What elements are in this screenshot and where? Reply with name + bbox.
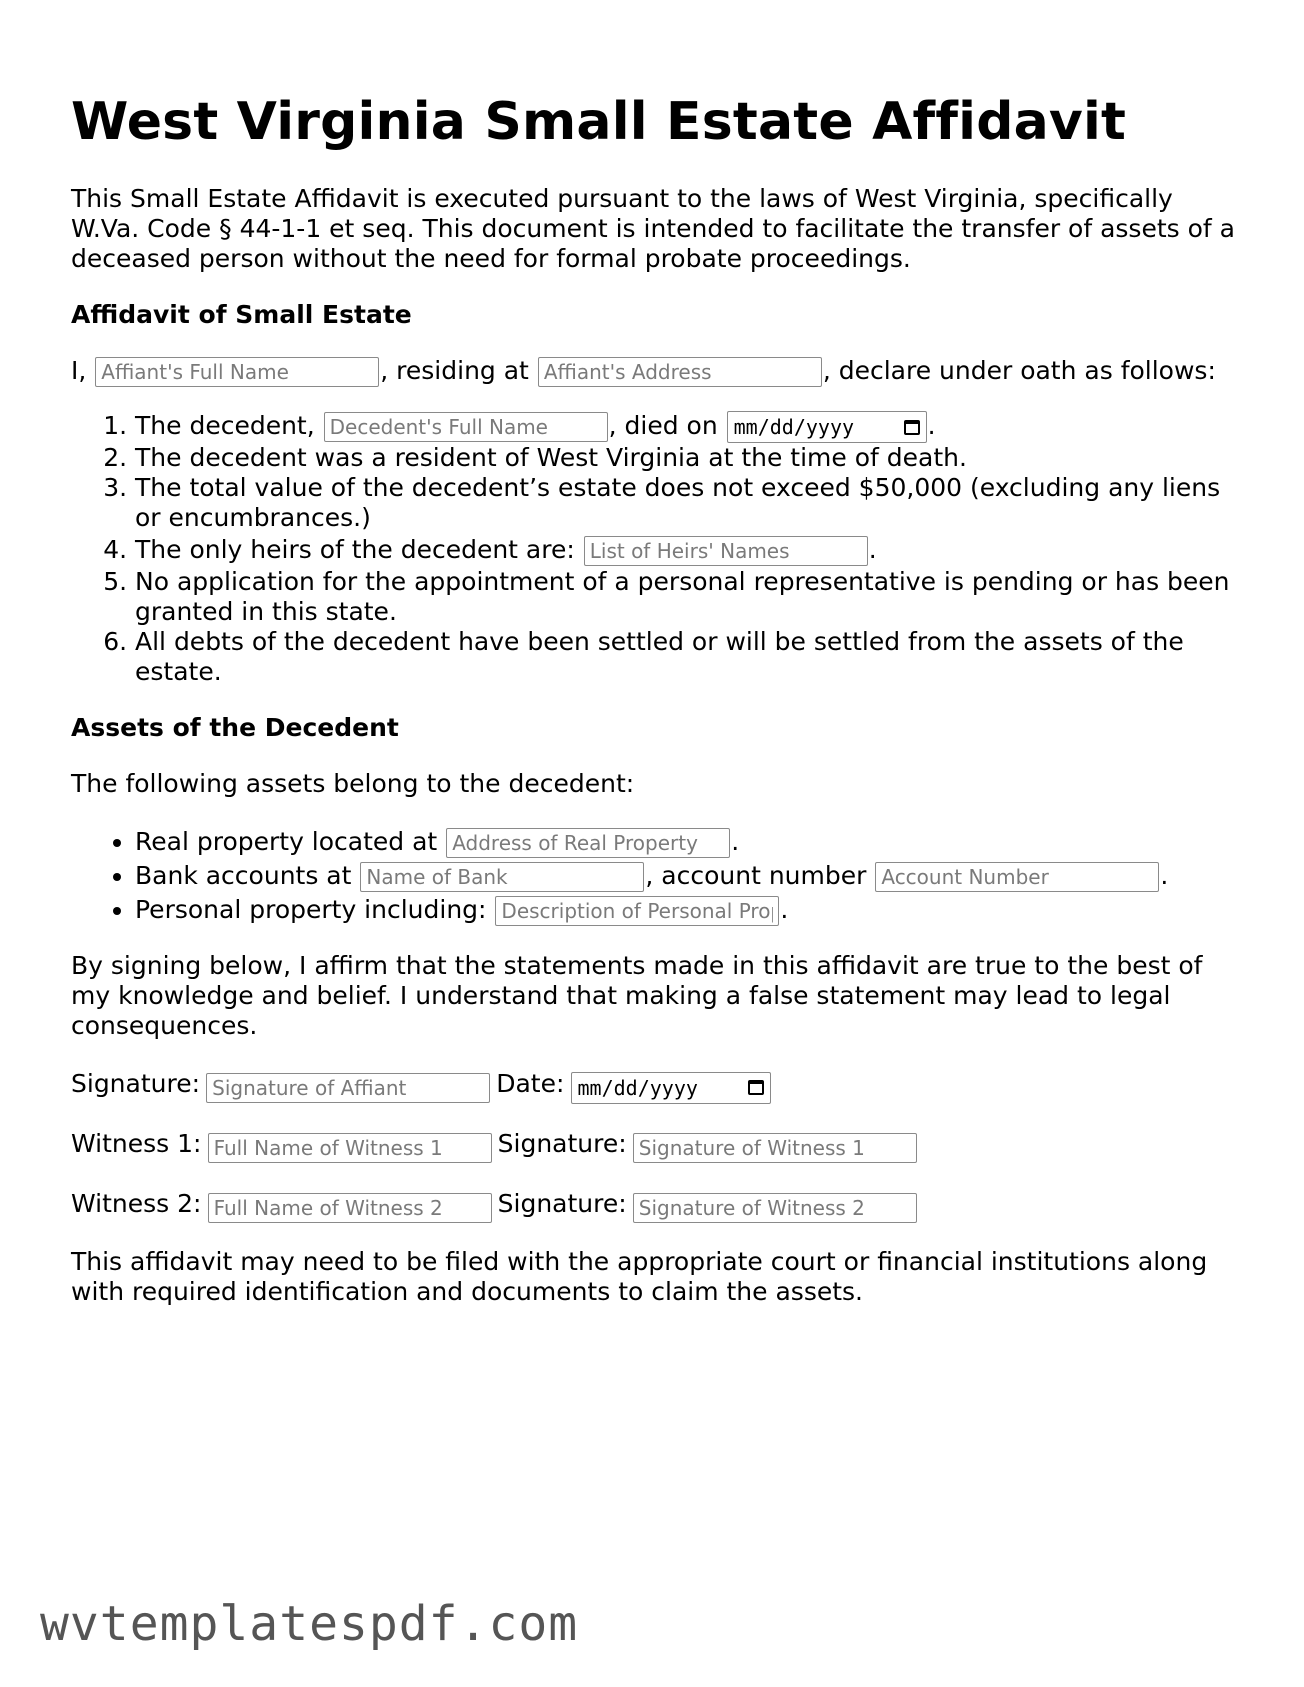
witness2-signature-input[interactable]: [633, 1193, 917, 1223]
death-date-input[interactable]: [727, 411, 927, 443]
date-placeholder: mm/dd/yyyy: [577, 1075, 698, 1100]
witness2-signature-label: Signature:: [497, 1189, 627, 1218]
date-label: Date:: [496, 1069, 565, 1098]
declare-middle: , residing at: [380, 356, 529, 385]
list-item: 5. No application for the appointment of a personal representative is pending or has been granted in this state.: [135, 567, 1241, 627]
item-text: The only heirs of the decedent are:: [135, 535, 575, 564]
heirs-input[interactable]: [584, 536, 868, 566]
item-text: .: [1160, 861, 1169, 890]
item-text: .: [731, 827, 740, 856]
witness1-signature-input[interactable]: [633, 1133, 917, 1163]
affiant-signature-input[interactable]: [206, 1073, 490, 1103]
calendar-icon[interactable]: [748, 1080, 764, 1095]
closing-paragraph: This affidavit may need to be filed with the appropriate court or financial institutions along with required identification and documents to claim the assets.: [71, 1247, 1208, 1306]
item-text: Real property located at: [135, 827, 438, 856]
affiant-address-input[interactable]: [538, 357, 822, 387]
item-text: .: [780, 895, 789, 924]
declare-prefix: I,: [71, 356, 87, 385]
affidavit-heading: Affidavit of Small Estate: [71, 300, 412, 329]
witness2-name-input[interactable]: [208, 1193, 492, 1223]
item-text: Bank accounts at: [135, 861, 352, 890]
item-text: The decedent,: [135, 411, 315, 440]
signature-date-input[interactable]: [571, 1072, 771, 1104]
page-title: West Virginia Small Estate Affidavit: [71, 92, 1127, 152]
list-item: 3. The total value of the decedent’s estate does not exceed $50,000 (excluding any liens or encumbrances.): [135, 473, 1241, 533]
list-item: [135, 409, 1241, 443]
witness1-label: Witness 1:: [71, 1129, 202, 1158]
witness1-signature-label: Signature:: [497, 1129, 627, 1158]
date-placeholder: mm/dd/yyyy: [733, 415, 855, 439]
affidavit-page: [71, 0, 1241, 1307]
affiant-signature-row: [71, 1067, 1241, 1101]
declaration-list: [71, 409, 1241, 687]
intro-paragraph: This Small Estate Affidavit is executed pursuant to the laws of West Virginia, specifically W.Va. Code § 44-1-1 et seq. This document is intended to facilitate the transfer of assets of a deceased person without the need for formal probate proceedings.: [71, 184, 1235, 273]
declaration-line: [71, 356, 1241, 387]
signature-label: Signature:: [71, 1069, 201, 1098]
list-item: [135, 859, 1241, 893]
assets-list: [71, 825, 1241, 927]
bank-name-input[interactable]: [360, 862, 644, 892]
witness1-row: [71, 1127, 1241, 1161]
list-item: [135, 533, 1241, 567]
calendar-icon[interactable]: [904, 420, 920, 435]
list-item: [135, 893, 1241, 927]
decedent-name-input[interactable]: [324, 412, 608, 442]
list-item: 6. All debts of the decedent have been settled or will be settled from the assets of the estate.: [135, 627, 1241, 687]
watermark: wvtemplatespdf.com: [40, 1596, 579, 1652]
assets-heading: Assets of the Decedent: [71, 713, 399, 742]
item-text: , account number: [645, 861, 867, 890]
assets-intro: The following assets belong to the decedent:: [71, 769, 635, 798]
item-text: Personal property including:: [135, 895, 487, 924]
witness1-name-input[interactable]: [208, 1133, 492, 1163]
list-item: 2. The decedent was a resident of West Virginia at the time of death.: [135, 443, 1241, 473]
witness2-row: [71, 1187, 1241, 1221]
affirmation-paragraph: By signing below, I affirm that the statements made in this affidavit are true to the best of my knowledge and belief. I understand that making a false statement may lead to legal consequences.: [71, 951, 1203, 1040]
witness2-label: Witness 2:: [71, 1189, 202, 1218]
item-text: .: [868, 535, 877, 564]
item-text: , died on: [608, 411, 718, 440]
personal-property-input[interactable]: [495, 896, 779, 926]
real-property-input[interactable]: [446, 828, 730, 858]
affiant-name-input[interactable]: [95, 357, 379, 387]
item-text: .: [927, 411, 936, 440]
list-item: [135, 825, 1241, 859]
declare-suffix: , declare under oath as follows:: [822, 356, 1216, 385]
account-number-input[interactable]: [875, 862, 1159, 892]
